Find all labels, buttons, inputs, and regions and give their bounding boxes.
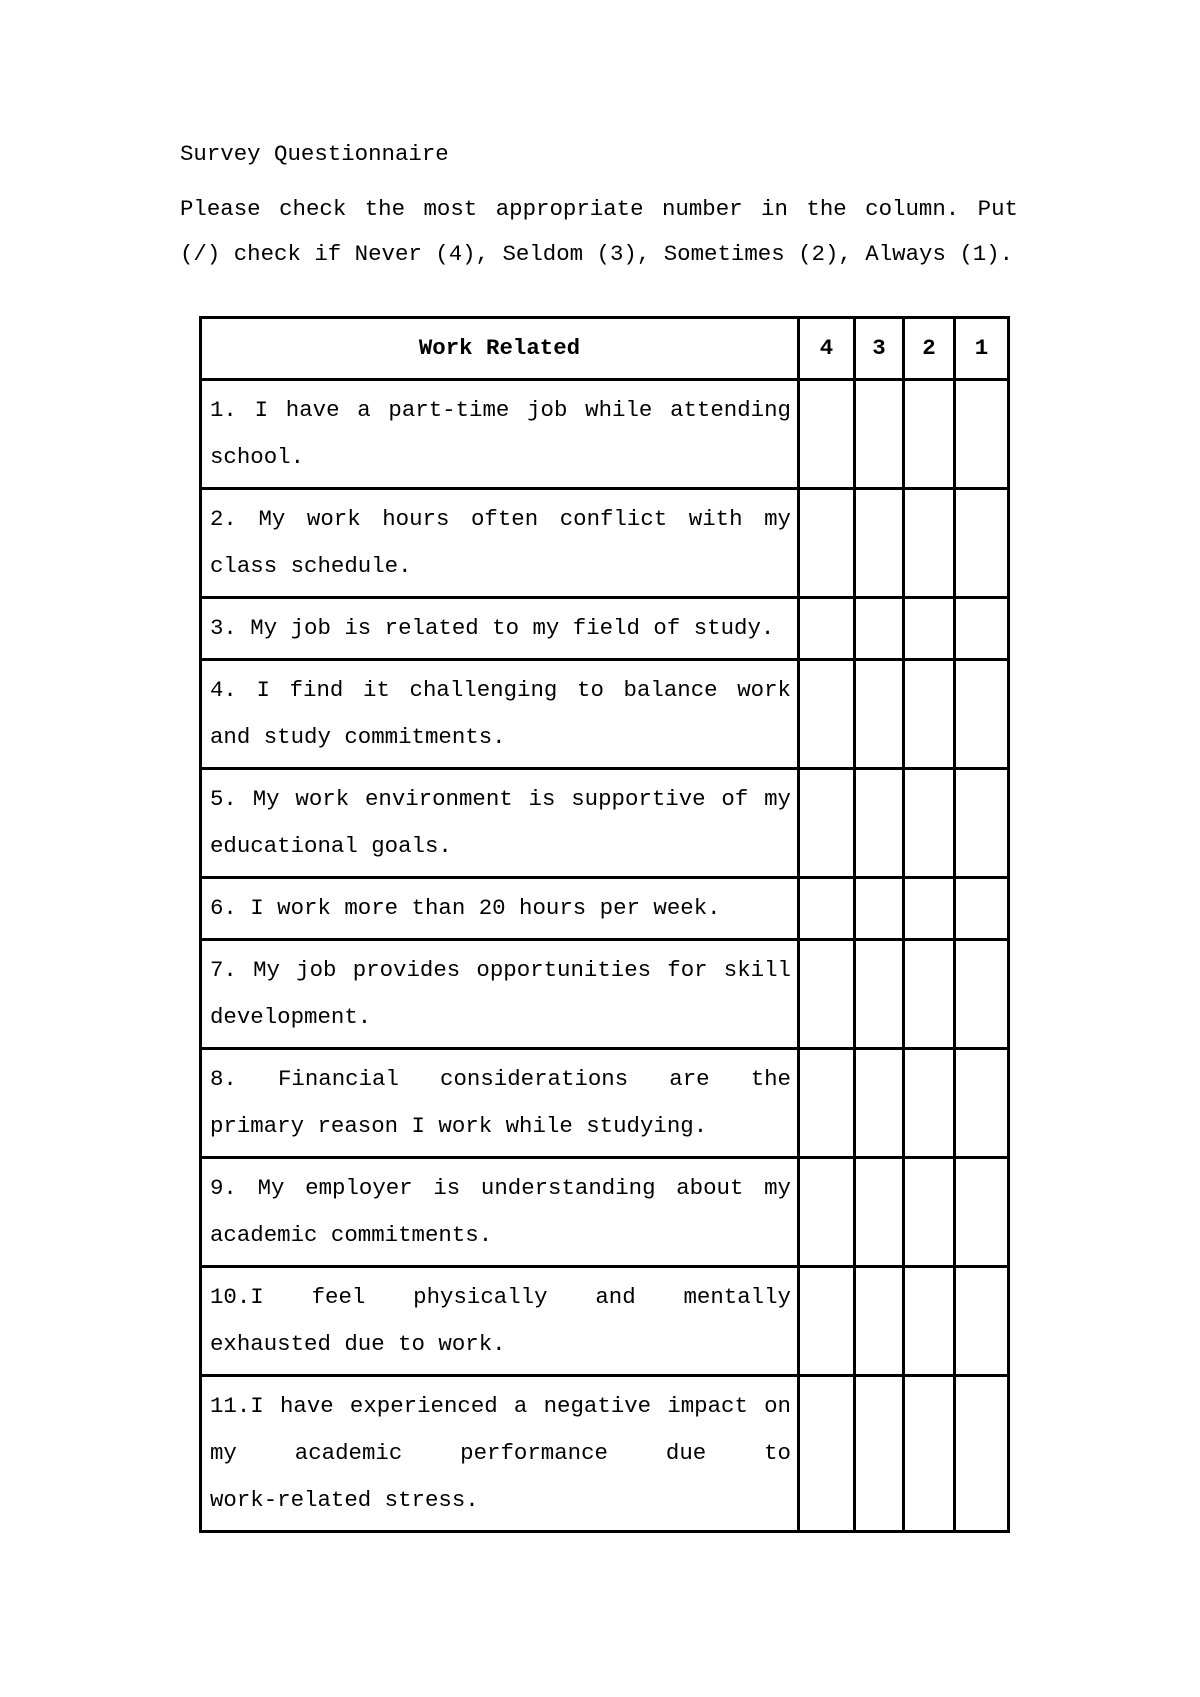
answer-cell-2[interactable]: [904, 1267, 955, 1376]
answer-cell-3[interactable]: [855, 1376, 904, 1532]
question-line: 1. I have a part-time job while attending: [210, 397, 791, 423]
answer-cell-4[interactable]: [799, 1267, 855, 1376]
intro-line-1: Please check the most appropriate number in the column. Put: [180, 196, 1018, 222]
answer-cell-1[interactable]: [955, 1267, 1009, 1376]
table-row: [201, 1267, 1009, 1376]
answer-cell-4[interactable]: [799, 1158, 855, 1267]
question-cell: [201, 660, 799, 769]
answer-cell-3[interactable]: [855, 598, 904, 660]
question-line: academic commitments.: [210, 1222, 493, 1248]
survey-table: [199, 316, 1010, 1533]
question-line: my academic performance due to: [210, 1440, 791, 1466]
question-cell: [201, 878, 799, 940]
question-line: primary reason I work while studying.: [210, 1113, 708, 1139]
answer-cell-1[interactable]: [955, 1049, 1009, 1158]
question-line: 7. My job provides opportunities for skill: [210, 957, 791, 983]
answer-cell-1[interactable]: [955, 940, 1009, 1049]
answer-cell-1[interactable]: [955, 489, 1009, 598]
answer-cell-2[interactable]: [904, 660, 955, 769]
answer-cell-2[interactable]: [904, 1376, 955, 1532]
table-row: [201, 660, 1009, 769]
answer-cell-3[interactable]: [855, 660, 904, 769]
answer-cell-3[interactable]: [855, 940, 904, 1049]
answer-cell-4[interactable]: [799, 878, 855, 940]
table-header-row: [201, 318, 1009, 380]
table-row: [201, 489, 1009, 598]
table-row: [201, 1376, 1009, 1532]
header-score-1: 1: [955, 318, 1009, 380]
question-line: educational goals.: [210, 833, 452, 859]
question-line: 2. My work hours often conflict with my: [210, 506, 791, 532]
answer-cell-3[interactable]: [855, 878, 904, 940]
question-line: 10.I feel physically and mentally: [210, 1284, 791, 1310]
question-line: work-related stress.: [210, 1487, 479, 1513]
question-line: 6. I work more than 20 hours per week.: [210, 895, 721, 921]
answer-cell-2[interactable]: [904, 878, 955, 940]
answer-cell-3[interactable]: [855, 380, 904, 489]
answer-cell-1[interactable]: [955, 878, 1009, 940]
answer-cell-1[interactable]: [955, 380, 1009, 489]
question-line: 9. My employer is understanding about my: [210, 1175, 791, 1201]
question-cell: [201, 1267, 799, 1376]
question-cell: [201, 489, 799, 598]
question-cell: [201, 380, 799, 489]
question-cell: [201, 1376, 799, 1532]
question-line: 4. I find it challenging to balance work: [210, 677, 791, 703]
question-line: exhausted due to work.: [210, 1331, 506, 1357]
answer-cell-3[interactable]: [855, 489, 904, 598]
question-line: 11.I have experienced a negative impact on: [210, 1393, 791, 1419]
question-line: school.: [210, 444, 305, 470]
answer-cell-4[interactable]: [799, 380, 855, 489]
answer-cell-1[interactable]: [955, 1376, 1009, 1532]
header-score-4: 4: [799, 318, 855, 380]
page-title: Survey Questionnaire: [180, 141, 449, 167]
answer-cell-4[interactable]: [799, 660, 855, 769]
question-cell: [201, 1158, 799, 1267]
answer-cell-2[interactable]: [904, 489, 955, 598]
answer-cell-3[interactable]: [855, 1267, 904, 1376]
question-line: 8. Financial considerations are the: [210, 1066, 791, 1092]
header-question-cell: Work Related: [201, 318, 799, 380]
answer-cell-4[interactable]: [799, 1376, 855, 1532]
question-cell: [201, 769, 799, 878]
question-line: 5. My work environment is supportive of my: [210, 786, 791, 812]
table-row: [201, 1049, 1009, 1158]
answer-cell-2[interactable]: [904, 769, 955, 878]
answer-cell-2[interactable]: [904, 1049, 955, 1158]
answer-cell-2[interactable]: [904, 1158, 955, 1267]
question-line: class schedule.: [210, 553, 412, 579]
header-score-2: 2: [904, 318, 955, 380]
intro-line-2: (/) check if Never (4), Seldom (3), Sometimes (2), Always (1).: [180, 241, 1014, 267]
table-row: [201, 1158, 1009, 1267]
intro-paragraph: [180, 187, 1018, 277]
answer-cell-4[interactable]: [799, 489, 855, 598]
answer-cell-4[interactable]: [799, 940, 855, 1049]
answer-cell-4[interactable]: [799, 769, 855, 878]
answer-cell-4[interactable]: [799, 1049, 855, 1158]
header-score-3: 3: [855, 318, 904, 380]
answer-cell-2[interactable]: [904, 598, 955, 660]
question-line: 3. My job is related to my field of study.: [210, 615, 775, 641]
question-cell: [201, 1049, 799, 1158]
answer-cell-1[interactable]: [955, 598, 1009, 660]
question-line: and study commitments.: [210, 724, 506, 750]
answer-cell-2[interactable]: [904, 940, 955, 1049]
answer-cell-4[interactable]: [799, 598, 855, 660]
question-cell: [201, 598, 799, 660]
question-line: development.: [210, 1004, 372, 1030]
answer-cell-3[interactable]: [855, 769, 904, 878]
answer-cell-1[interactable]: [955, 769, 1009, 878]
table-row: [201, 380, 1009, 489]
answer-cell-3[interactable]: [855, 1158, 904, 1267]
answer-cell-2[interactable]: [904, 380, 955, 489]
answer-cell-3[interactable]: [855, 1049, 904, 1158]
table-body: [201, 380, 1009, 1532]
answer-cell-1[interactable]: [955, 1158, 1009, 1267]
question-cell: [201, 940, 799, 1049]
table-row: [201, 598, 1009, 660]
table-row: [201, 769, 1009, 878]
table-row: [201, 940, 1009, 1049]
table-row: [201, 878, 1009, 940]
answer-cell-1[interactable]: [955, 660, 1009, 769]
